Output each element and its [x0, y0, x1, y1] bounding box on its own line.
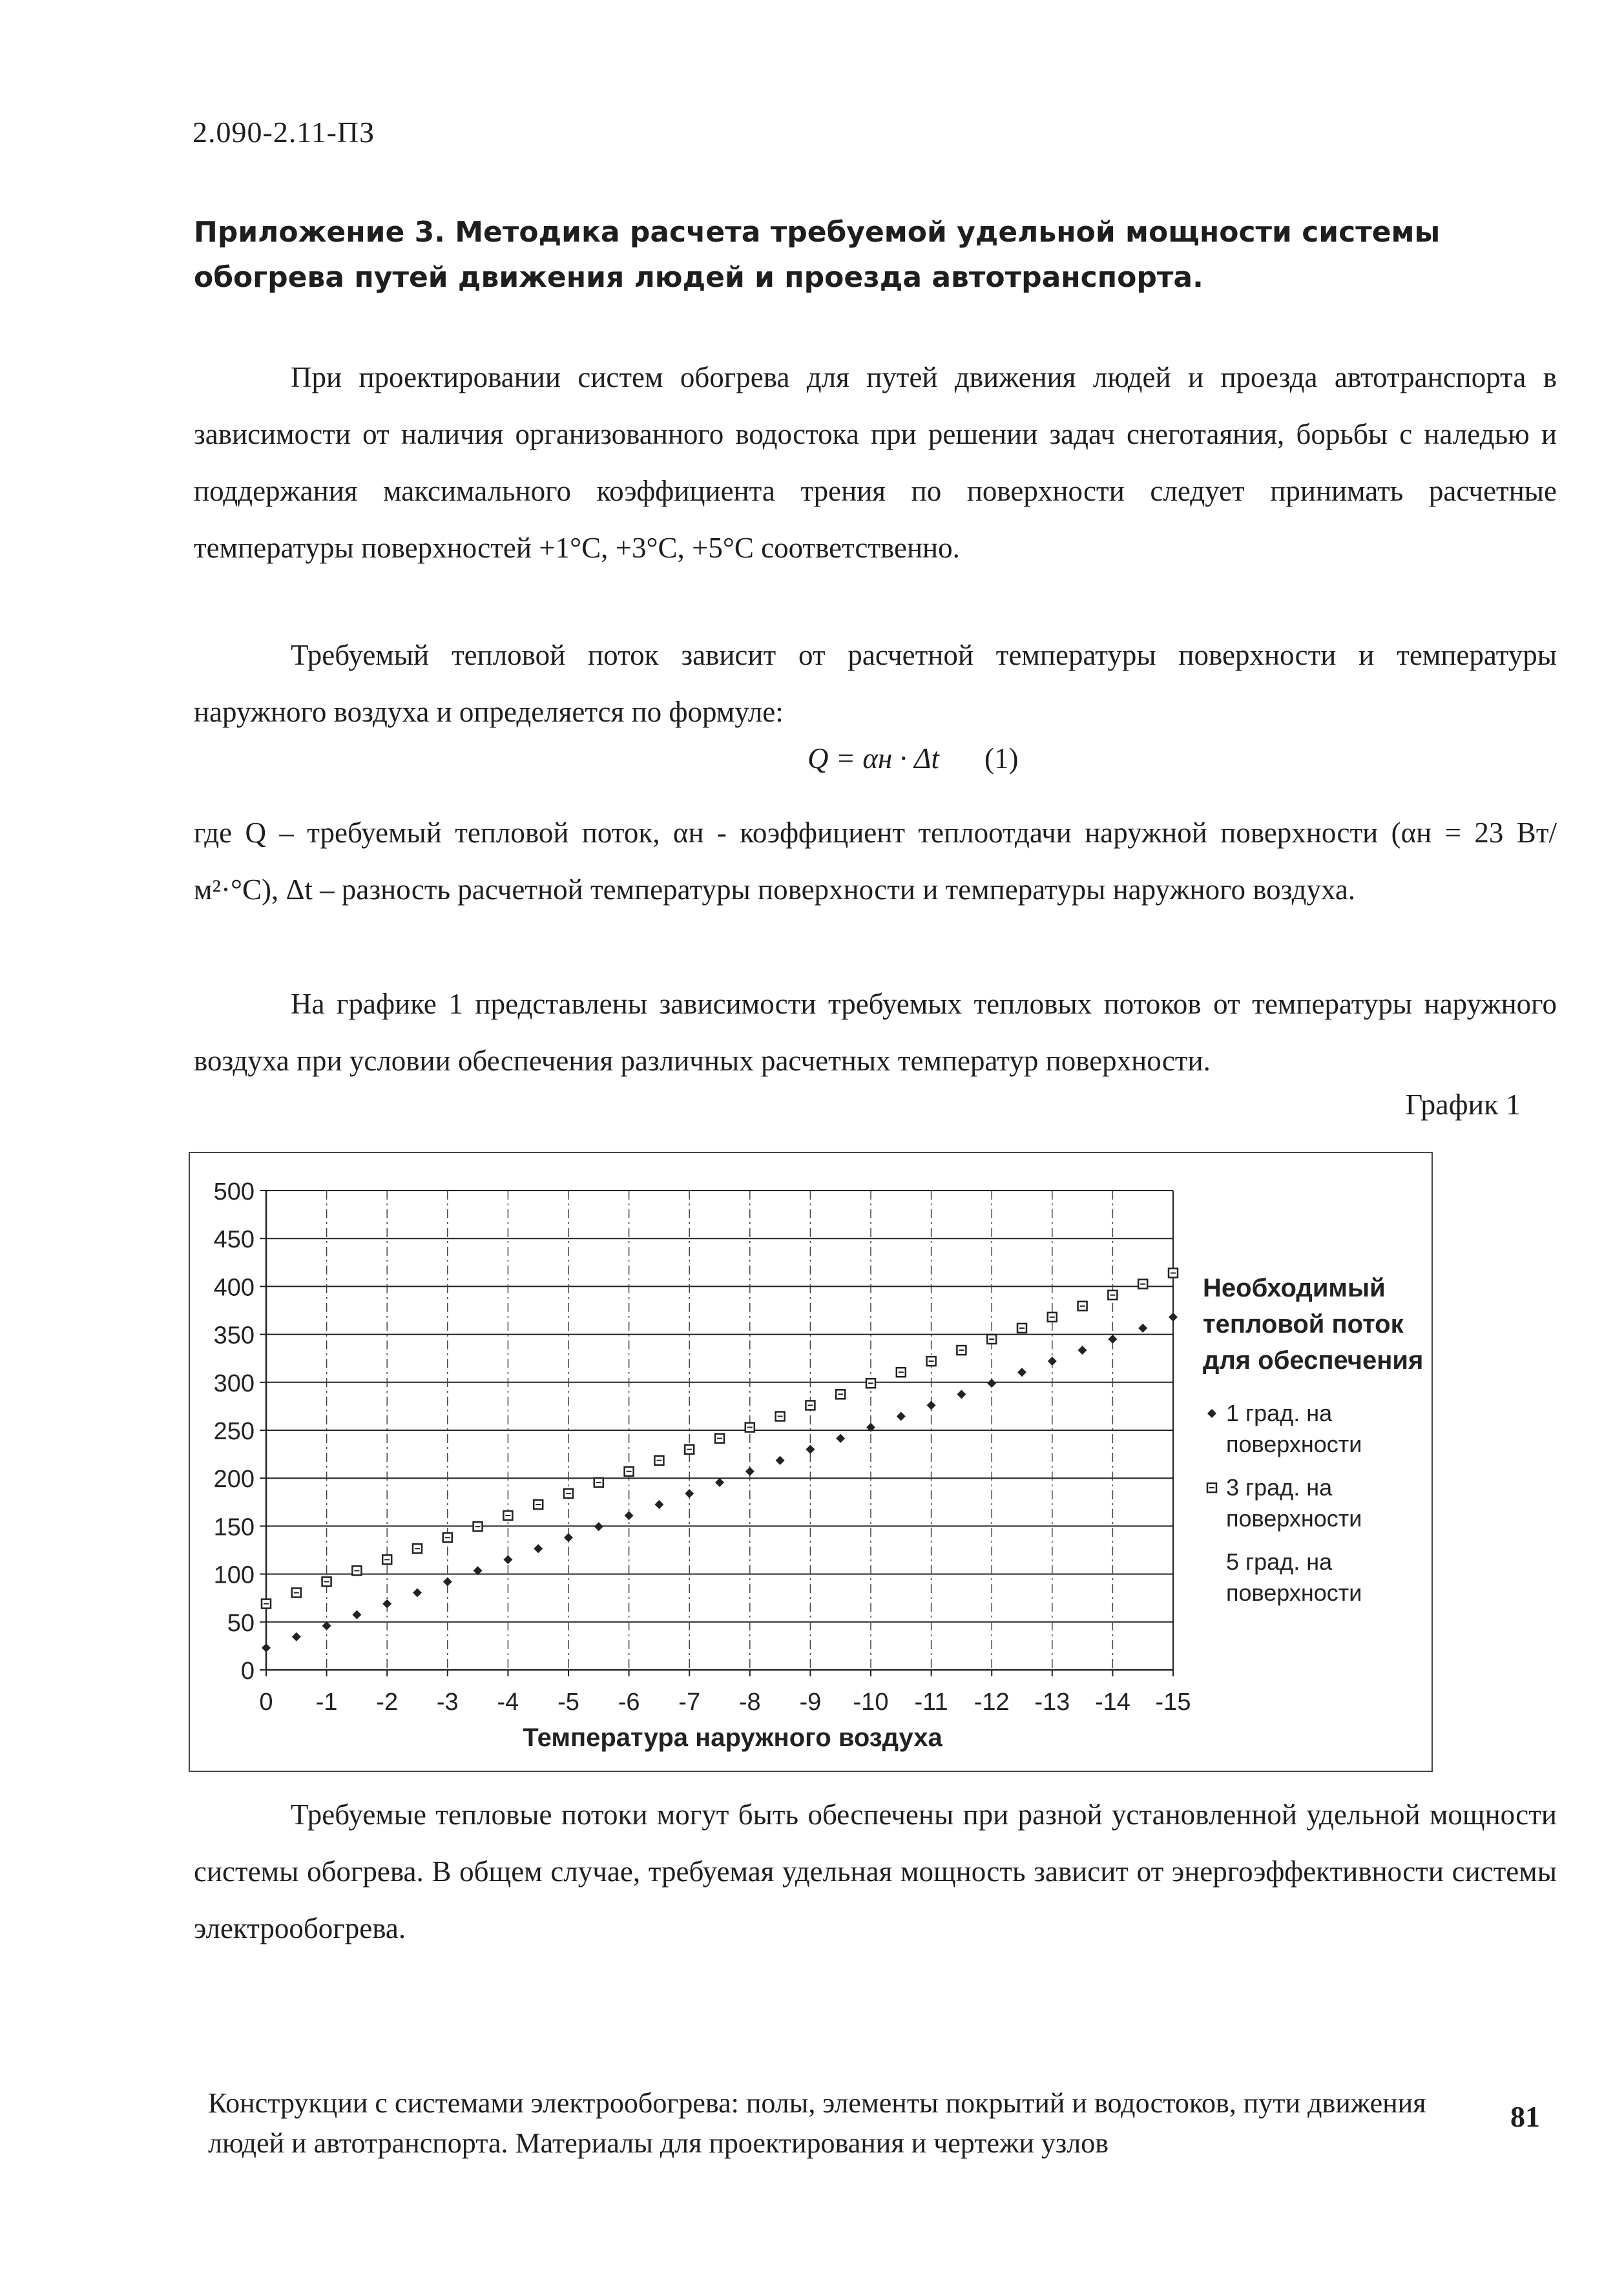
y-tick-label: 250 [213, 1418, 255, 1445]
legend-title-line: тепловой поток [1203, 1310, 1404, 1338]
y-tick-label: 100 [213, 1561, 255, 1589]
x-tick-label: -4 [497, 1689, 519, 1716]
legend-label-1-cont: поверхности [1226, 1431, 1362, 1457]
series-1-point [685, 1489, 694, 1498]
formula-1 [807, 742, 1018, 775]
y-tick-label: 350 [213, 1322, 255, 1349]
series-1-point [625, 1511, 634, 1520]
series-1-point [382, 1599, 391, 1609]
paragraph-graph-intro-text: На графике 1 представлены зависимости требуемых тепловых потоков от температуры наружного воздуха при условии обеспечения различных расчетных температур поверхности. [194, 988, 1557, 1077]
series-1-point [1048, 1357, 1057, 1366]
legend-label-3-cont: поверхности [1226, 1579, 1362, 1606]
paragraph-heat-flow [194, 627, 1557, 740]
x-tick-label: -10 [853, 1689, 889, 1716]
series-1-point [1017, 1368, 1026, 1377]
series-1-point [352, 1610, 361, 1620]
paragraph-design-temperatures [194, 349, 1557, 576]
y-tick-label: 300 [213, 1370, 255, 1397]
series-1-point [806, 1445, 815, 1454]
series-1-point [262, 1643, 271, 1652]
y-tick-label: 400 [213, 1274, 255, 1302]
y-tick-label: 50 [227, 1609, 255, 1637]
paragraph-design-temperatures-text: При проектировании систем обогрева для путей движения людей и проезда автотранспорта в зависимости от наличия организованного водостока при решении задач снеготаяния, борьбы с наледью и поддержания максимального коэффициента трения по поверхности следует принимать расчетные температуры поверхностей +1°С, +3°С, +5°С соответственно. [194, 361, 1557, 564]
y-tick-label: 200 [213, 1466, 255, 1494]
x-tick-label: -15 [1155, 1689, 1191, 1716]
legend-label-2: 3 град. на [1226, 1474, 1333, 1501]
legend-label-3: 5 град. на [1226, 1548, 1333, 1575]
x-tick-label: -8 [738, 1689, 761, 1716]
y-tick-label: 0 [240, 1658, 255, 1685]
x-tick-label: -13 [1034, 1689, 1070, 1716]
x-tick-label: -3 [436, 1689, 459, 1716]
paragraph-where-text: где Q – требуемый тепловой поток, αн - коэффициент теплоотдачи наружной поверхности (αн = 23 Вт/ м²·°С), Δt – разность расчетной температуры поверхности и температуры наружного воздуха. [194, 817, 1557, 906]
series-1-point [927, 1401, 936, 1410]
series-1-point [745, 1467, 755, 1476]
series-1-point [654, 1500, 663, 1509]
y-tick-label: 500 [213, 1178, 255, 1205]
y-tick-label: 450 [213, 1226, 255, 1254]
paragraph-graph-intro [194, 975, 1557, 1089]
legend-marker-1 [1207, 1409, 1216, 1418]
x-tick-label: -5 [557, 1689, 579, 1716]
series-1-point [1078, 1346, 1087, 1355]
series-1-point [1138, 1324, 1147, 1333]
series-1-point [443, 1577, 452, 1586]
series-1-point [322, 1621, 331, 1630]
legend-label-1: 1 град. на [1226, 1400, 1333, 1426]
series-1-point [897, 1411, 906, 1421]
series-1-point [413, 1588, 422, 1598]
x-tick-label: 0 [259, 1689, 273, 1716]
x-tick-label: -6 [618, 1689, 640, 1716]
chart-frame [189, 1152, 1433, 1772]
document-code: 2.090-2.11-ПЗ [193, 116, 375, 149]
legend-label-2-cont: поверхности [1226, 1505, 1362, 1532]
series-1-point [776, 1456, 785, 1465]
series-1-point [1108, 1335, 1117, 1344]
legend-title-line: Необходимый [1203, 1274, 1386, 1302]
series-1-point [987, 1379, 996, 1388]
series-1-point [503, 1555, 512, 1564]
x-tick-label: -7 [678, 1689, 701, 1716]
legend-title-line: для обеспечения [1203, 1346, 1424, 1375]
series-1-point [594, 1522, 603, 1531]
x-tick-label: -1 [315, 1689, 338, 1716]
series-1-point [715, 1478, 724, 1487]
footer-note: Конструкции с системами электрообогрева: полы, элементы покрытий и водостоков, пути движения людей и автотранспорта. Материалы для проектирования и чертежи узлов [208, 2087, 1426, 2159]
x-tick-label: -9 [799, 1689, 822, 1716]
x-tick-label: -11 [914, 1689, 948, 1716]
series-1-point [534, 1544, 543, 1553]
heat-flow-chart [190, 1153, 1431, 1771]
paragraph-heat-flow-text: Требуемый тепловой поток зависит от расчетной температуры поверхности и температуры наружного воздуха и определяется по формуле: [194, 639, 1557, 728]
page-number: 81 [1510, 2100, 1540, 2133]
y-tick-label: 150 [213, 1514, 255, 1541]
series-1-point [292, 1632, 301, 1641]
paragraph-where [194, 804, 1557, 918]
series-1-point [1169, 1313, 1178, 1322]
series-1-point [564, 1533, 573, 1542]
paragraph-power [194, 1786, 1557, 1957]
series-1-point [957, 1390, 966, 1399]
graph-caption: График 1 [1405, 1088, 1521, 1121]
x-tick-label: -2 [376, 1689, 399, 1716]
appendix-heading: Приложение 3. Методика расчета требуемой удельной мощности системы обогрева путей движения людей и проезда автотранспорта. [194, 216, 1441, 294]
x-tick-label: -14 [1094, 1689, 1130, 1716]
formula-expression: Q = αн · Δt [807, 742, 939, 775]
series-1-point [836, 1434, 845, 1443]
x-axis-label: Температура наружного воздуха [523, 1724, 942, 1752]
paragraph-power-text: Требуемые тепловые потоки могут быть обеспечены при разной установленной удельной мощности системы обогрева. В общем случае, требуемая удельная мощность зависит от энергоэффективности системы электрообогрева. [194, 1798, 1557, 1944]
formula-number: (1) [984, 742, 1019, 775]
x-tick-label: -12 [973, 1689, 1010, 1716]
